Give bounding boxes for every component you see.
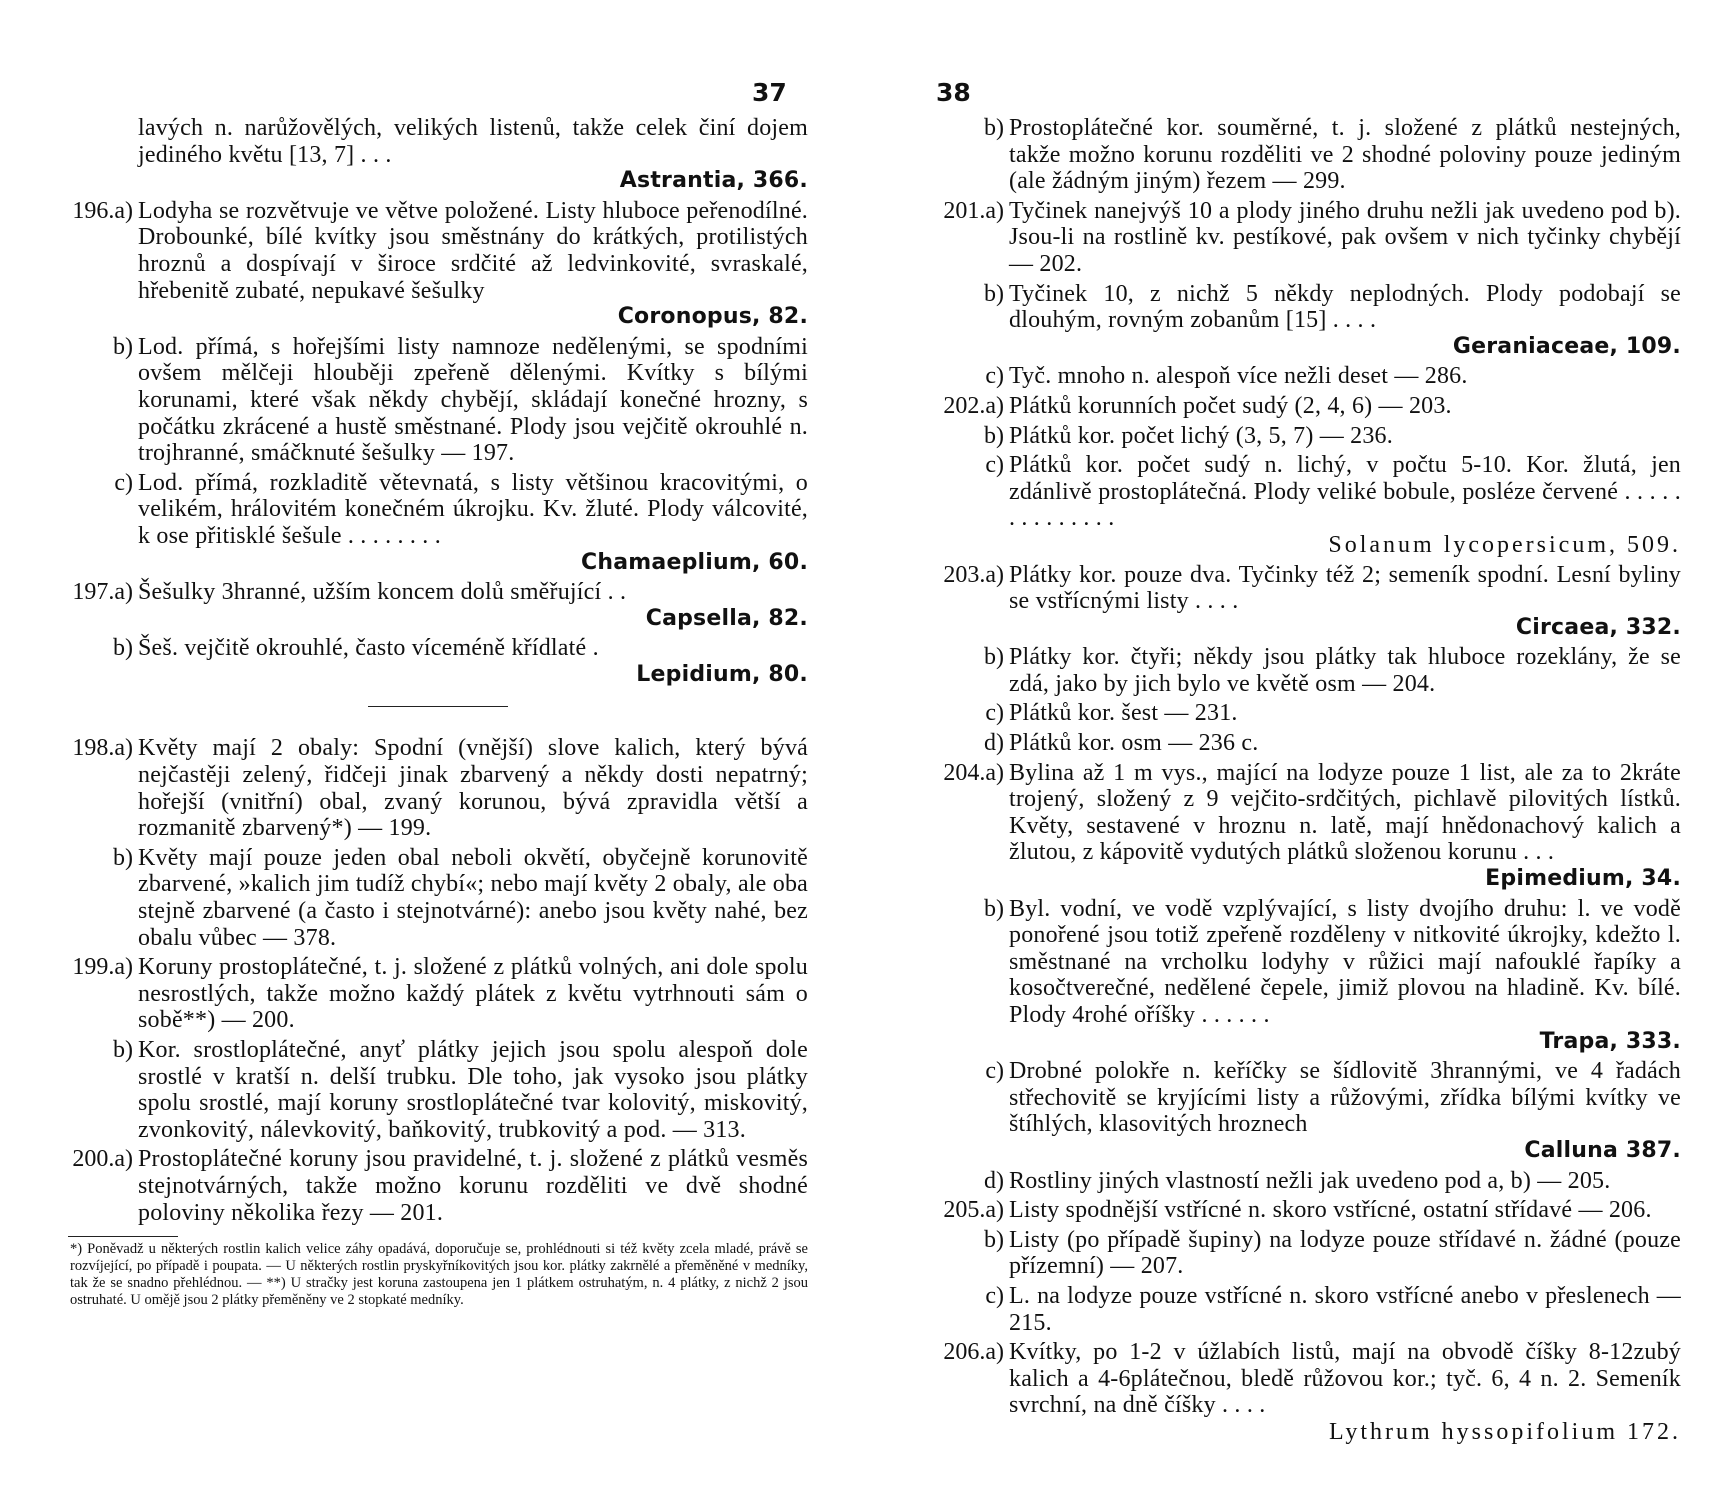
entry-text: Plátků kor. šest — 231. <box>1009 700 1238 727</box>
entry-label: b) <box>984 1226 1004 1253</box>
entry-text <box>138 635 808 688</box>
entry-label: b) <box>113 333 133 360</box>
key-entry-205a <box>939 1197 1681 1224</box>
key-entry-204c <box>939 1058 1681 1164</box>
key-entry-202c <box>939 452 1681 558</box>
entry-label: c) <box>985 1282 1004 1309</box>
right-page <box>867 0 1734 1501</box>
entry-body: Šeš. vejčitě okrouhlé, často víceméně křídlaté . <box>138 635 599 662</box>
entry-text <box>138 115 808 195</box>
entry-text <box>1009 1058 1681 1164</box>
taxon-reference: Lepidium, 80. <box>636 661 808 687</box>
key-entry-198b <box>68 845 808 951</box>
key-entry-203d <box>939 730 1681 757</box>
taxon-reference: Chamaeplium, 60. <box>581 549 808 575</box>
taxon-reference: Geraniaceae, 109. <box>1452 333 1681 359</box>
entry-text <box>1009 760 1681 893</box>
entry-label <box>68 115 138 195</box>
entry-text: Listy (po případě šupiny) na lodyze pouze střídavé n. žádné (pouze přízemní) — 207. <box>1009 1226 1681 1280</box>
entry-text <box>1009 452 1681 558</box>
entry-label: d) <box>984 1167 1004 1194</box>
entry-text: Tyč. mnoho n. alespoň více nežli deset — 286. <box>1009 363 1468 390</box>
entry-text: Lod. přímá, s hořejšími listy namnoze nedělenými, se spodními ovšem mělčeji hlouběji zpeřeně dělenými. Kvítky s bílými korunami, které však někdy chybějí, skládají konečné hrozny, s počátku zkrácené a hustě směstnané. Plody jsou vejčitě okrouhlé n. trojhranné, smáčknuté šešulky — 197. <box>138 333 808 467</box>
entry-label: 202.a) <box>943 392 1004 419</box>
entry-label: c) <box>985 363 1004 390</box>
page-number: 37 <box>752 78 787 107</box>
entry-label: d) <box>984 730 1004 757</box>
entry-label: b) <box>984 644 1004 671</box>
key-entry-200a <box>68 1146 808 1226</box>
entry-text: Květy mají 2 obaly: Spodní (vnější) slove kalich, který bývá nejčastěji zelený, řidčeji jinak zbarvený a někdy dosti nepatrný; hořejší (vnitřní) obal, zvaný korunou, bývá zpravidla větší a rozmanitě zbarvený*) — 199. <box>138 735 808 842</box>
entry-label: 199.a) <box>72 954 133 981</box>
entry-body: Kvítky, po 1-2 v úžlabích listů, mají na obvodě číšky 8-12zubý kalich a 4-6plátečnou, bledě růžovou kor.; tyč. 6, 4 n. 2. Semeník svrchní, na dně číšky . . . . <box>1009 1339 1681 1419</box>
entry-label: b) <box>984 895 1004 922</box>
footnote: *) Poněvadž u některých rostlin kalich velice záhy opadává, doporučuje se, prohlédnouti si též květy zcela mladé, právě se rozvíjející, po případě i poupata. — U některých rostlin pryskyřníkovitých jsou kor. plátky zakrnělé a přeměněné v medníky, tak že se snadno přehlédnou. — **) U stračky jest koruna zastoupena jen 1 plátkem ostruhatým, n. 4 plátky, z nichž 2 jsou ostruhaté. U omějě jsou 2 plátky přeměněny ve 2 stopkaté medníky. <box>70 1241 808 1309</box>
entry-text: Listy spodnější vstřícné n. skoro vstřícné, ostatní střídavé — 206. <box>1009 1197 1652 1224</box>
entry-label: c) <box>985 1058 1004 1085</box>
key-entry-203b <box>939 644 1681 697</box>
entry-body: Drobné polokře n. keříčky se šídlovitě 3hrannými, ve 4 řadách střechovitě se kryjícími listy a růžovými, zřídka bílými kvítky ve štíhlých, klasovitých hroznech <box>1009 1058 1681 1138</box>
key-entry-202b <box>939 423 1681 450</box>
entry-label: 204.a) <box>943 759 1004 786</box>
entry-label: b) <box>984 115 1004 141</box>
entry-body: Plátky kor. pouze dva. Tyčinky též 2; semeník spodní. Lesní byliny se vstřícnými listy . . . . <box>1009 561 1681 615</box>
entry-text: Tyčinek nanejvýš 10 a plody jiného druhu nežli jak uvedeno pod b). Jsou-li na rostlině kv. pestíkové, pak ovšem v nich tyčinky chybějí — 202. <box>1009 197 1681 277</box>
key-entry-198a <box>68 735 808 841</box>
taxon-reference: Astrantia, 366. <box>619 168 808 194</box>
key-entry-200b <box>939 115 1681 195</box>
entry-text <box>138 198 808 331</box>
entry-text: Kor. srostloplátečné, anyť plátky jejich jsou spolu alespoň dole srostlé v kratší n. delší trubku. Dle toho, jak vysoko jsou plátky spolu srostlé, mají koruny srostloplátečné tvar kolovitý, miskovitý, zvonkovitý, nálevkovitý, baňkovitý, trubkovitý a pod. — 313. <box>138 1037 808 1143</box>
entry-text: Plátků korunních počet sudý (2, 4, 6) — 203. <box>1009 392 1452 419</box>
entry-label: 197.a) <box>72 579 133 606</box>
entry-body: Lod. přímá, rozkladitě větevnatá, s listy většinou kracovitými, o velikém, hrálovitém konečném úkrojku. Kv. žluté. Plody válcovité, k ose přitisklé šešule . . . . . . . . <box>138 469 808 549</box>
key-entry-197b <box>68 635 808 688</box>
key-entry-203a <box>939 562 1681 642</box>
key-entry-197a <box>68 579 808 632</box>
key-entry-204b <box>939 896 1681 1056</box>
key-entry-205c <box>939 1283 1681 1336</box>
entry-body: Lodyha se rozvětvuje ve větve položené. Listy hluboce peřenodílné. Drobounké, bílé kvítky jsou směstnány do krátkých, protilistých hroznů a dospívají v široce srdčité až ledvinkovité, svraskalé, hřebenitě zubaté, nepukavé šešulky <box>138 197 808 304</box>
entry-label: 201.a) <box>943 197 1004 224</box>
taxon-reference: Coronopus, 82. <box>617 304 808 330</box>
key-entry-199a <box>68 954 808 1034</box>
entry-text <box>1009 1339 1681 1445</box>
entry-text: Rostliny jiných vlastností nežli jak uvedeno pod a, b) — 205. <box>1009 1167 1611 1194</box>
entry-text <box>1009 281 1681 361</box>
entry-body: Tyčinek 10, z nichž 5 někdy neplodných. Plody podobají se dlouhým, rovným zobanům [15] . . . . <box>1009 280 1681 334</box>
entry-text <box>138 470 808 576</box>
entry-text <box>1009 896 1681 1056</box>
taxon-reference: Epimedium, 34. <box>1485 866 1681 892</box>
entry-label: b) <box>113 635 133 662</box>
entry-label: b) <box>984 280 1004 307</box>
entry-text: Plátků kor. počet lichý (3, 5, 7) — 236. <box>1009 422 1393 449</box>
key-entry-199b <box>68 1037 808 1143</box>
right-page-body <box>939 115 1681 1449</box>
entry-text: Plátků kor. osm — 236 c. <box>1009 730 1259 757</box>
key-entry-204d <box>939 1168 1681 1195</box>
key-entry-201c <box>939 363 1681 390</box>
entry-text: Koruny prostoplátečné, t. j. složené z plátků volných, ani dole spolu nesrostlých, takže možno každý plátek z květu vytrhnouti sám o sobě**) — 200. <box>138 954 808 1034</box>
taxon-reference: Circaea, 332. <box>1515 614 1681 640</box>
taxon-reference: Lythrum hyssopifolium 172. <box>1328 1418 1681 1445</box>
entry-label: c) <box>114 469 133 496</box>
entry-text: Prostoplátečné koruny jsou pravidelné, t. j. složené z plátků vesměs stejnotvárných, takže možno korunu rozděliti ve dvě shodné poloviny několika řezy — 201. <box>138 1146 808 1226</box>
entry-body: Plátků kor. počet sudý n. lichý, v počtu 5-10. Kor. žlutá, jen zdánlivě prostoplátečná. Plody veliké bobule, posléze červené . . . . . . . . . . . . . . <box>1009 452 1681 532</box>
section-divider <box>368 706 508 707</box>
entry-label: b) <box>113 844 133 871</box>
entry-label: 198.a) <box>72 735 133 762</box>
entry-text <box>1009 562 1681 642</box>
key-entry-196a <box>68 198 808 331</box>
entry-label: 206.a) <box>943 1339 1004 1366</box>
entry-label: 200.a) <box>72 1146 133 1173</box>
entry-label: b) <box>984 422 1004 449</box>
key-entry-202a <box>939 393 1681 420</box>
entry-label: 196.a) <box>72 197 133 224</box>
footnote-divider <box>68 1236 178 1237</box>
entry-text: L. na lodyze pouze vstřícné n. skoro vstřícné anebo v přeslenech — 215. <box>1009 1282 1681 1336</box>
key-entry-205b <box>939 1227 1681 1280</box>
left-page-body <box>68 115 808 1309</box>
key-entry-203c <box>939 700 1681 727</box>
taxon-reference: Solanum lycopersicum, 509. <box>1328 531 1681 558</box>
entry-label: b) <box>113 1037 133 1063</box>
page-number: 38 <box>936 78 971 107</box>
key-entry-204a <box>939 760 1681 893</box>
taxon-reference: Calluna 387. <box>1524 1137 1681 1163</box>
entry-text: Květy mají pouze jeden obal neboli okvětí, obyčejně korunovitě zbarvené, »kalich jim tudíž chybí«; nebo mají květy 2 obaly, ale oba stejně zbarvené (a často i stejnotvárné): anebo jsou květy nahé, bez obalu vůbec — 378. <box>138 844 808 951</box>
taxon-reference: Trapa, 333. <box>1539 1028 1681 1054</box>
key-entry-201a <box>939 198 1681 278</box>
entry-label: 205.a) <box>943 1197 1004 1224</box>
entry-body: Šešulky 3hranné, užším koncem dolů směřující . . <box>138 579 627 606</box>
key-entry <box>68 115 808 195</box>
key-entry-206a <box>939 1339 1681 1445</box>
entry-text <box>138 579 808 632</box>
key-entry-196c <box>68 470 808 576</box>
key-entry-201b <box>939 281 1681 361</box>
taxon-reference: Capsella, 82. <box>645 605 808 631</box>
entry-text: Plátky kor. čtyři; někdy jsou plátky tak hluboce rozeklány, že se zdá, jako by jich bylo ve květě osm — 204. <box>1009 644 1681 697</box>
entry-text: Prostoplátečné kor. souměrné, t. j. složené z plátků nestejných, takže možno korunu rozděliti ve 2 shodné poloviny pouze jediným (ale žádným jiným) řezem — 299. <box>1009 115 1681 195</box>
entry-label: c) <box>985 700 1004 727</box>
entry-label: c) <box>985 452 1004 479</box>
entry-label: 203.a) <box>943 561 1004 588</box>
entry-body: Byl. vodní, ve vodě vzplývající, s listy dvojího druhu: l. ve vodě ponořené jsou totiž zpeřeně rozděleny v nitkovité úkrojky, kdežto l. směstnané na vrcholku lodyhy v růžici mají nafouklé řapíky a kosočtverečné, nedělené čepele, jimiž plovou na hladině. Kv. bílé. Plody 4rohé oříšky . . . . . . <box>1009 895 1681 1028</box>
key-entry-196b <box>68 334 808 467</box>
entry-body: Bylina až 1 m vys., mající na lodyze pouze 1 list, ale za to 2kráte trojený, složený z 9 vejčito-srdčitých, pichlavě pilovitých lístků. Květy, sestavené v hroznu n. latě, mají hnědonachový kalich a žlutou, z kápovitě vydutých plátků složenou korunu . . . <box>1009 759 1681 866</box>
entry-body: lavých n. narůžovělých, velikých listenů, takže celek činí dojem jediného květu [13, 7] . . . <box>138 115 808 168</box>
